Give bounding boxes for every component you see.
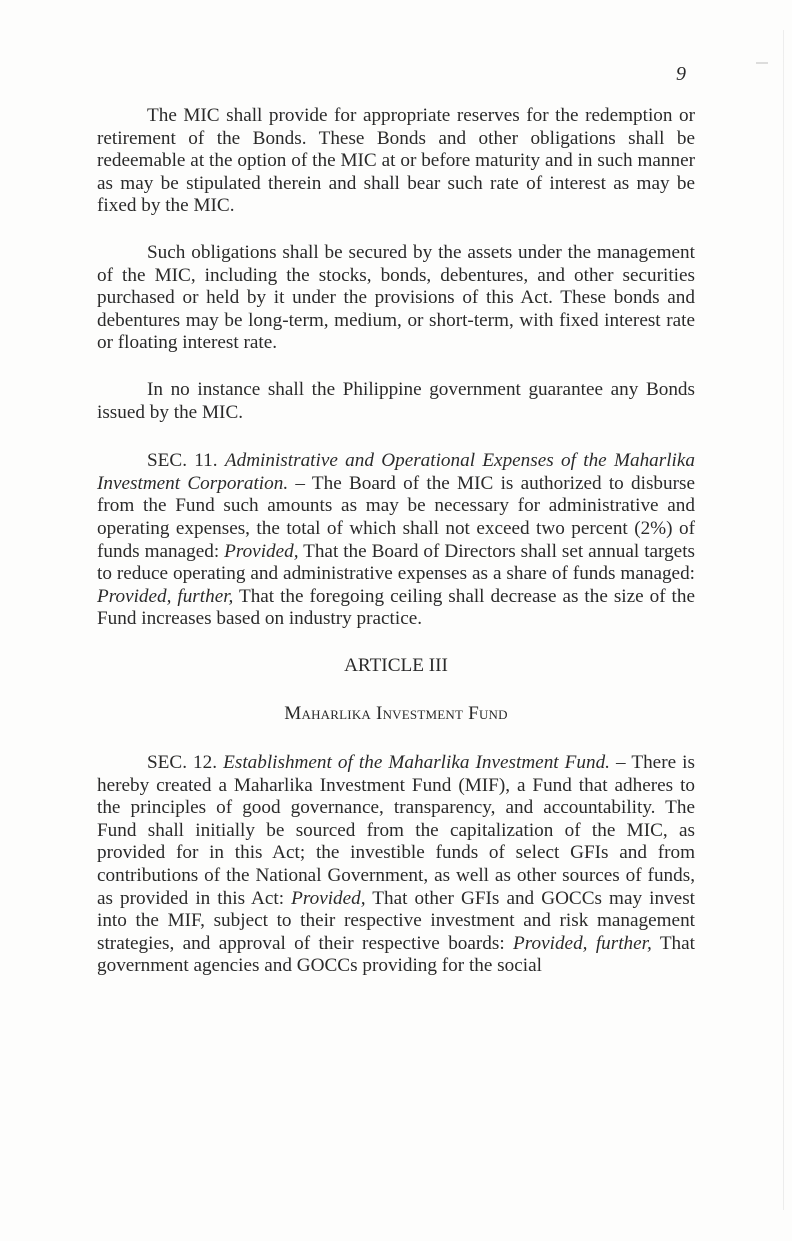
- section-12-text-1: – There is hereby created a Maharlika Investment Fund (MIF), a Fund that adheres to the principles of good governance, transparency, and accountability. The Fund shall initially be sourced from the capitalization of the MIC, as provided for in this Act; the investible funds of select GFIs and from contributions of the National Government, as well as other sources of funds, as provided in this Act:: [97, 752, 695, 909]
- section-11-text-1: – The Board of the MIC is authorized to disburse from the Fund such amounts as may be necessary for administrative and operating expenses, the total of which shall not exceed two percent (2%) of funds managed:: [97, 472, 695, 562]
- section-12-title: Establishment of the Maharlika Investment Fund.: [223, 752, 610, 774]
- section-12-number: SEC. 12.: [147, 752, 218, 774]
- section-12-text-2: That other GFIs and GOCCs may invest into the MIF, subject to their respective investment and risk management strategies, and approval of their respective boards:: [97, 887, 695, 954]
- section-11-proviso-2: Provided, further,: [97, 585, 234, 607]
- section-11-number: SEC. 11.: [147, 450, 218, 472]
- paragraph-reserves: The MIC shall provide for appropriate reserves for the redemption or retirement of the Bonds. These Bonds and other obligations shall be redeemable at the option of the MIC at or before maturity and in such manner as may be stipulated therein and shall bear such rate of interest as may be fixed by the MIC.: [97, 105, 695, 217]
- page-number: 9: [676, 63, 686, 85]
- article-title: Maharlika Investment Fund: [284, 703, 508, 725]
- section-11-text-3: That the foregoing ceiling shall decrease as the size of the Fund increases based on industry practice.: [97, 585, 696, 630]
- section-11-proviso-1: Provided,: [224, 540, 299, 562]
- paragraph-obligations-secured: Such obligations shall be secured by the assets under the management of the MIC, including the stocks, bonds, debentures, and other securities purchased or held by it under the provisions of this Act. These bonds and debentures may be long-term, medium, or short-term, with fixed interest rate or floating interest rate.: [97, 241, 695, 354]
- section-12: [97, 752, 695, 978]
- section-11-title: Administrative and Operational Expenses of the Maharlika Investment Corporation.: [97, 450, 696, 494]
- scan-edge-line: [783, 30, 784, 1210]
- paragraph-no-guarantee: In no instance shall the Philippine government guarantee any Bonds issued by the MIC.: [97, 378, 695, 423]
- section-11: [97, 450, 695, 631]
- section-11-text-2: That the Board of Directors shall set annual targets to reduce operating and administrative expenses as a share of funds managed:: [97, 540, 695, 585]
- section-12-proviso-1: Provided,: [291, 887, 366, 909]
- article-heading: ARTICLE III: [344, 654, 448, 676]
- document-body: [97, 105, 695, 978]
- section-12-proviso-2: Provided, further,: [513, 932, 652, 954]
- section-12-text-3: That government agencies and GOCCs providing for the social: [97, 932, 695, 977]
- scan-mark: [756, 62, 768, 64]
